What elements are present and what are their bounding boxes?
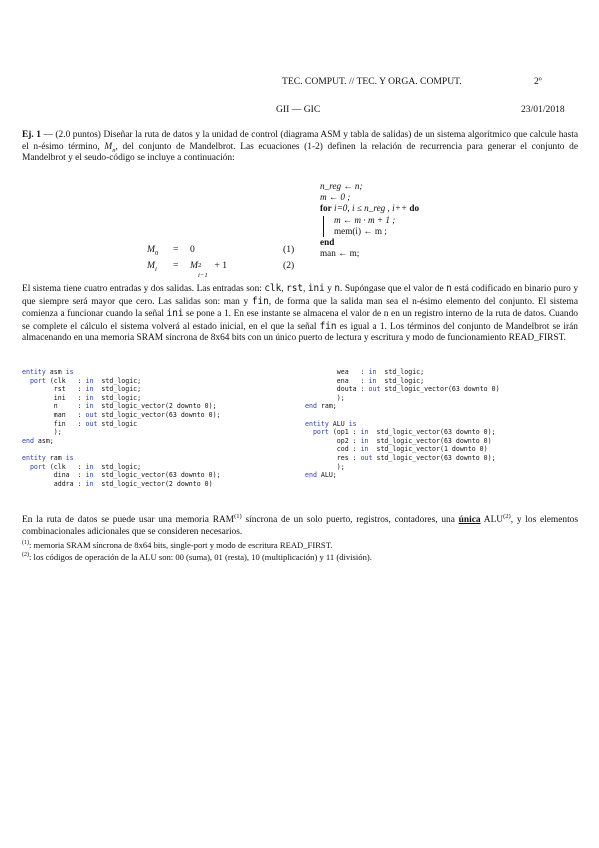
algo-line-3: for i=0, i ≤ n_reg , i++ do — [320, 203, 420, 214]
exercise-statement: Ej. 1 — (2.0 puntos) Diseñar la ruta de datos y la unidad de control (diagrama ASM y tabla de salidas) de un sistema algorítmico que calcule hasta el n-ésimo término, $M_n$, del conjunto de Mandelbrot. Las ecuaciones (1-2) definen la relación de recurrencia para generar el conjunto de Mandelbrot y el seudo-código se incluye a continuación: — [22, 130, 579, 164]
code-text: asm; — [33, 436, 54, 445]
code-line — [22, 463, 221, 472]
code-keyword: in — [85, 402, 94, 411]
code-keyword: in — [368, 376, 377, 385]
code-text: asm — [45, 368, 66, 376]
code-text — [305, 428, 313, 436]
footnote-1: $^{(1)}$: memoria SRAM síncrona de 8x64 bits, single-port y modo de escritura READ_FIRST. — [22, 540, 333, 550]
code-keyword: in — [85, 385, 94, 394]
code-keyword: in — [85, 479, 94, 488]
code-keyword: end — [305, 402, 317, 411]
vhdl-code-right — [305, 368, 500, 480]
code-keyword: entity — [22, 368, 46, 376]
code-text: std_logic_vector(63 downto 0); — [93, 471, 221, 480]
code-line — [22, 377, 221, 386]
code-text: std_logic_vector(63 downto 0); — [368, 428, 496, 437]
code-line — [305, 402, 500, 411]
code-text: dina : — [22, 471, 86, 480]
algo-loop-body — [320, 215, 419, 237]
algo-line-7: man ← m; — [320, 248, 360, 259]
code-text: ALU; — [316, 471, 337, 480]
code-keyword: port — [29, 462, 46, 471]
code-text: std_logic_vector(63 downto 0); — [97, 410, 221, 419]
code-text: rst : — [22, 385, 86, 394]
exercise-points: (2.0 puntos) — [55, 130, 101, 140]
code-line — [305, 445, 500, 454]
code-text: (op1 : — [328, 428, 361, 437]
code-line — [22, 428, 221, 437]
code-line — [305, 411, 500, 420]
code-text: res : — [305, 453, 361, 462]
code-keyword: in — [85, 462, 94, 471]
code-line — [305, 428, 500, 437]
code-line — [22, 402, 221, 411]
code-line — [305, 385, 500, 394]
code-keyword: is — [65, 368, 74, 376]
code-line — [22, 445, 221, 454]
algo-line-1: n_reg ← n; — [320, 181, 363, 191]
code-text: std_logic_vector(2 downto 0); — [93, 402, 217, 411]
code-text: std_logic; — [376, 368, 425, 376]
code-line — [305, 471, 500, 480]
course-title: TEC. COMPUT. // TEC. Y ORGA. COMPUT. — [282, 76, 462, 87]
equation-2: $M_i = M$ 2 i−1 + 1 — [147, 260, 228, 279]
code-line — [22, 420, 221, 429]
code-text: wea : — [305, 368, 369, 376]
code-text: ); — [22, 428, 62, 437]
code-keyword: end — [305, 471, 317, 480]
code-line — [305, 463, 500, 472]
code-text: std_logic_vector(63 downto 0); — [372, 453, 496, 462]
code-keyword: port — [29, 376, 46, 385]
exam-date: 23/01/2018 — [521, 104, 565, 115]
code-keyword: in — [85, 376, 94, 385]
code-text: ram — [45, 453, 66, 462]
code-text: std_logic_vector(63 downto 0) — [368, 436, 492, 445]
code-text: std_logic; — [93, 376, 142, 385]
code-keyword: out — [360, 453, 373, 462]
code-line — [305, 368, 500, 377]
code-keyword: out — [85, 419, 98, 428]
code-line — [305, 437, 500, 446]
algo-line-5: mem(i) ← m ; — [334, 225, 387, 236]
footnote-2: $^{(2)}$: los códigos de operación de la ALU son: 00 (suma), 01 (resta), 10 (multiplicación) y 11 (división). — [22, 552, 372, 562]
code-text: std_logic_vector(63 downto 0) — [380, 385, 500, 394]
code-line — [22, 394, 221, 403]
code-keyword: out — [368, 385, 381, 394]
code-keyword: out — [85, 410, 98, 419]
code-text: (clk : — [45, 376, 86, 385]
code-line — [22, 437, 221, 446]
code-keyword: port — [312, 428, 329, 437]
datapath-paragraph: En la ruta de datos se puede usar una memoria RAM$^{(1)}$ síncrona de un solo puerto, registros, contadores, una única ALU$^{(2)}$, y los elementos combinacionales adicionales que se consideren necesarios. — [22, 512, 579, 537]
code-text: std_logic_vector(2 downto 0) — [93, 479, 213, 488]
code-keyword: in — [85, 393, 94, 402]
code-text: cod : — [305, 445, 361, 454]
code-text: douta : — [305, 385, 369, 394]
code-text: (clk : — [45, 462, 86, 471]
code-line — [22, 454, 221, 463]
code-text: n : — [22, 402, 86, 411]
code-keyword: is — [348, 419, 357, 428]
code-line — [305, 454, 500, 463]
code-text: ALU — [328, 419, 349, 428]
code-line — [22, 385, 221, 394]
code-keyword: in — [360, 428, 369, 437]
code-text — [22, 377, 30, 385]
vhdl-code-left — [22, 368, 221, 488]
code-keyword: entity — [305, 419, 329, 428]
algo-line-2: m ← 0 ; — [320, 192, 351, 203]
code-line — [22, 471, 221, 480]
equation-1: $M_0 = 0$ — [147, 244, 195, 257]
code-text: std_logic — [97, 419, 138, 428]
code-text: std_logic; — [376, 376, 425, 385]
degree-label: GII — GIC — [276, 104, 321, 115]
code-text: ini : — [22, 393, 86, 402]
code-text: ); — [305, 393, 345, 402]
code-text: std_logic; — [93, 385, 142, 394]
code-line — [22, 480, 221, 489]
code-keyword: in — [360, 445, 369, 454]
algo-line-4: m ← m · m + 1 ; — [334, 214, 396, 225]
system-description: El sistema tiene cuatro entradas y dos salidas. Las entradas son: clk, rst, ini y n. Supóngase que el valor de n está codificado en binario puro y que siempre será mayor que cero. Las salidas son: man y fin, de forma que la salida man sea el n-ésimo elemento del conjunto. El sistema comienza a funcionar cuando la señal ini se pone a 1. En ese instante se almacena el valor de n en un registro interno de la ruta de datos. Cuando se complete el cálculo el sistema volverá al estado inicial, en el que la señal fin es igual a 1. Los términos del conjunto de Mandelbrot se irán almacenando en una memoria SRAM síncrona de 8x64 bits con un único puerto de lectura y escritura y modo de funcionamiento READ_FIRST. — [22, 283, 579, 344]
code-text: fin : — [22, 419, 86, 428]
equation-1-number: (1) — [283, 244, 295, 255]
code-keyword: in — [360, 436, 369, 445]
code-line — [305, 394, 500, 403]
code-text: ram; — [316, 402, 337, 411]
code-text: ena : — [305, 376, 369, 385]
code-text: addra : — [22, 479, 86, 488]
code-text: std_logic; — [93, 393, 142, 402]
code-text: man : — [22, 410, 86, 419]
code-keyword: in — [85, 471, 94, 480]
code-keyword: end — [22, 436, 34, 445]
code-text: std_logic; — [93, 462, 142, 471]
code-keyword: entity — [22, 453, 46, 462]
code-keyword: in — [368, 368, 377, 376]
code-line — [22, 411, 221, 420]
loop-bracket — [323, 216, 324, 237]
unica-emphasis: única — [458, 515, 481, 525]
code-text: std_logic_vector(1 downto 0) — [368, 445, 488, 454]
exercise-label: Ej. 1 — [22, 130, 41, 140]
equation-2-number: (2) — [283, 260, 295, 271]
code-text: op2 : — [305, 436, 361, 445]
code-text — [22, 463, 30, 471]
pseudocode — [320, 181, 419, 259]
code-keyword: is — [65, 453, 74, 462]
algo-line-6: end — [320, 237, 335, 248]
code-line — [305, 420, 500, 429]
code-text: ); — [305, 462, 345, 471]
code-line — [305, 377, 500, 386]
code-line — [22, 368, 221, 377]
course-year: 2º — [534, 76, 542, 87]
